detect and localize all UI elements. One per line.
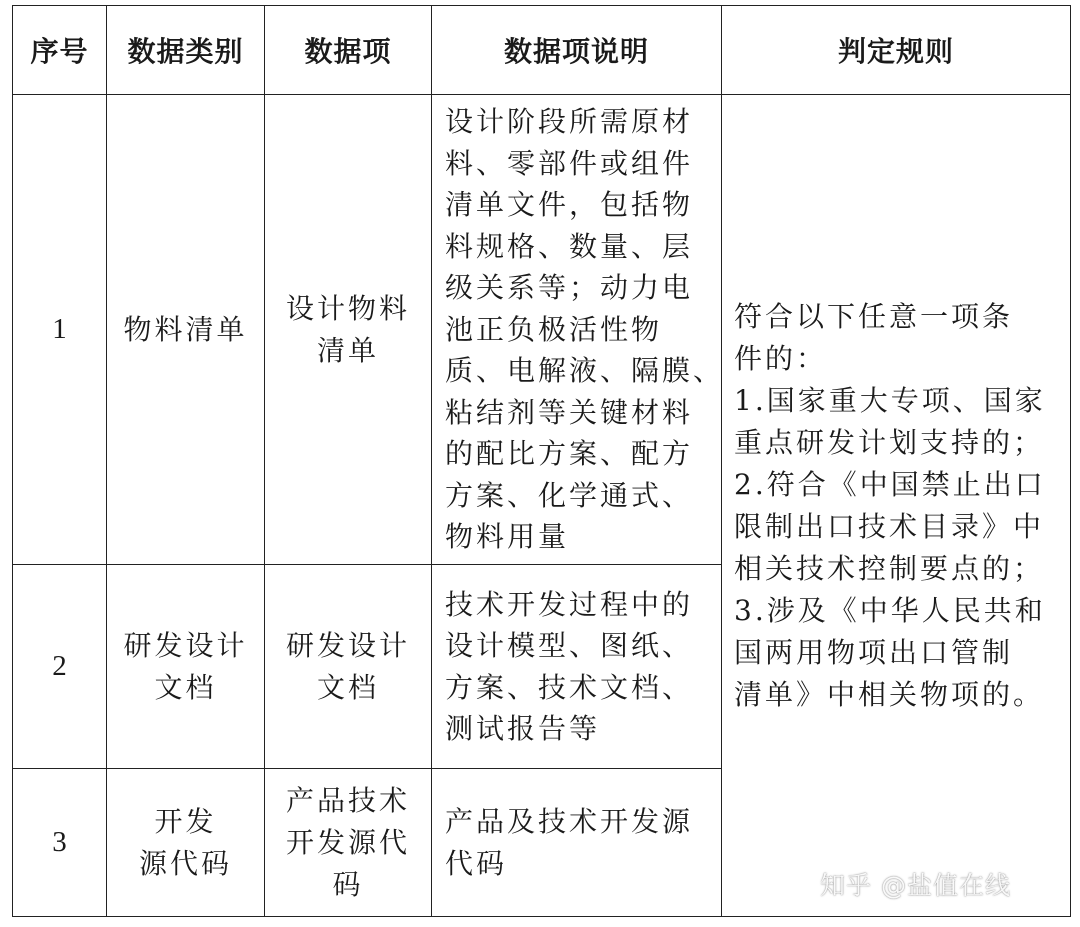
header-rule: 判定规则 bbox=[722, 6, 1071, 95]
description-line: 方案、技术文档、 bbox=[445, 670, 694, 704]
rule-line: 符合以下任意一项条 bbox=[734, 299, 1014, 333]
item-line: 产品技术 bbox=[285, 783, 410, 817]
item-line: 研发设计 bbox=[285, 628, 410, 662]
row-item bbox=[265, 769, 432, 917]
description-line: 池正负极活性物 bbox=[445, 312, 663, 346]
row-category bbox=[107, 769, 265, 917]
category-line: 开发 bbox=[154, 804, 217, 838]
rule-line: 清单》中相关物项的。 bbox=[734, 677, 1045, 711]
row-category bbox=[107, 95, 265, 565]
category-line: 物料清单 bbox=[123, 312, 248, 346]
category-line: 研发设计 bbox=[123, 628, 248, 662]
table-row bbox=[13, 95, 1071, 565]
judgement-rule bbox=[722, 95, 1071, 917]
rule-line: 件的： bbox=[734, 341, 828, 375]
table-header-row bbox=[13, 6, 1071, 95]
description-line: 产品及技术开发源 bbox=[445, 805, 694, 838]
category-line: 源代码 bbox=[138, 846, 232, 880]
description-line: 技术开发过程中的 bbox=[445, 587, 694, 621]
description-line: 设计阶段所需原材 bbox=[445, 105, 694, 139]
row-description bbox=[432, 769, 722, 917]
row-item bbox=[265, 565, 432, 769]
rule-line: 3.涉及《中华人民共和 bbox=[734, 593, 1046, 627]
category-line: 文档 bbox=[154, 670, 217, 704]
rule-line: 2.符合《中国禁止出口 bbox=[734, 467, 1046, 501]
row-category bbox=[107, 565, 265, 769]
description-line: 测试报告等 bbox=[445, 712, 601, 745]
header-category: 数据类别 bbox=[107, 6, 265, 95]
data-table bbox=[12, 5, 1071, 917]
item-line: 开发源代 bbox=[285, 825, 410, 859]
item-line: 设计物料 bbox=[285, 291, 410, 325]
description-line: 的配比方案、配方 bbox=[445, 437, 694, 471]
description-line: 物料用量 bbox=[445, 520, 570, 554]
header-description: 数据项说明 bbox=[432, 6, 722, 95]
row-description bbox=[432, 565, 722, 769]
header-index: 序号 bbox=[13, 6, 107, 95]
description-line: 质、电解液、隔膜、 bbox=[445, 354, 725, 388]
rule-line: 国两用物项出口管制 bbox=[734, 635, 1014, 669]
row-number: 3 bbox=[13, 769, 107, 917]
row-number: 2 bbox=[13, 565, 107, 769]
item-line: 清单 bbox=[316, 333, 379, 367]
row-number: 1 bbox=[13, 95, 107, 565]
description-line: 方案、化学通式、 bbox=[445, 478, 694, 512]
description-line: 料规格、数量、层 bbox=[445, 229, 694, 263]
description-line: 级关系等；动力电 bbox=[445, 271, 694, 305]
description-line: 代码 bbox=[445, 846, 508, 880]
row-item bbox=[265, 95, 432, 565]
description-line: 粘结剂等关键材料 bbox=[445, 395, 694, 429]
zhihu-watermark: 知乎 @盐值在线 bbox=[820, 871, 1011, 900]
rule-line: 相关技术控制要点的； bbox=[734, 551, 1045, 585]
header-item: 数据项 bbox=[265, 6, 432, 95]
description-line: 清单文件，包括物 bbox=[445, 188, 694, 222]
rule-line: 限制出口技术目录》中 bbox=[734, 509, 1045, 543]
rule-line: 重点研发计划支持的； bbox=[734, 425, 1045, 459]
item-line: 码 bbox=[332, 867, 364, 901]
description-line: 设计模型、图纸、 bbox=[445, 629, 694, 662]
rule-line: 1.国家重大专项、国家 bbox=[734, 383, 1046, 417]
item-line: 文档 bbox=[316, 670, 379, 704]
row-description bbox=[432, 95, 725, 565]
description-line: 料、零部件或组件 bbox=[445, 146, 694, 180]
